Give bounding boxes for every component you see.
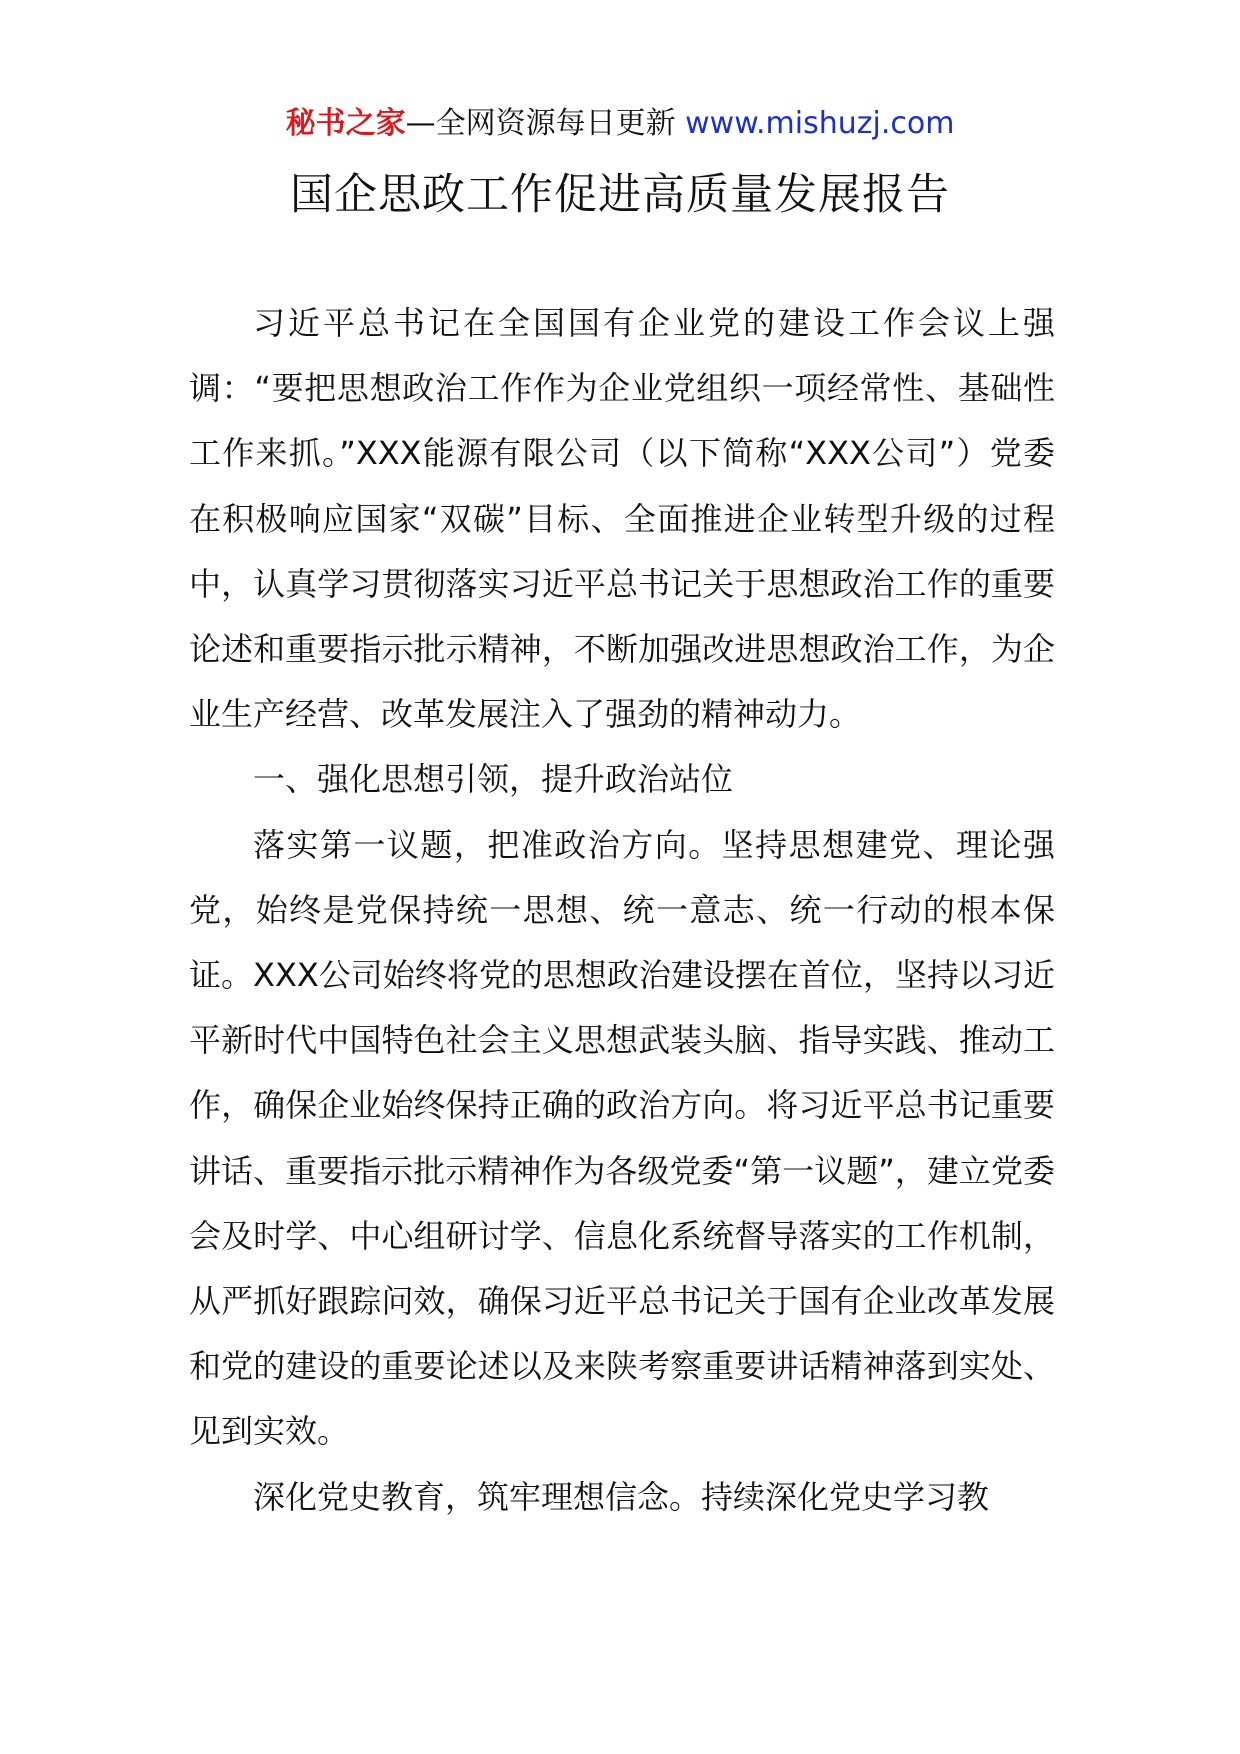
brand-name: 秘书之家 [285, 106, 406, 141]
header-slogan: —全网资源每日更新 [405, 106, 686, 141]
document-title: 国企思政工作促进高质量发展报告 [290, 170, 950, 220]
intro-paragraph: 习近平总书记在全国国有企业党的建设工作会议上强调：“要把思想政治工作作为企业党组织一项经常性、基础性工作来抓。”XXX能源有限公司（以下简称“XXX公司”）党委在积极响应国家“双碳”目标、全面推进企业转型升级的过程中，认真学习贯彻落实习近平总书记关于思想政治工作的重要论述和重要指示批示精神，不断加强改进思想政治工作，为企业生产经营、改革发展注入了强劲的精神动力。 [189, 304, 1055, 734]
section-heading: 一、强化思想引领，提升政治站位 [253, 760, 734, 799]
document-body [189, 291, 1055, 1530]
site-url[interactable]: www.mishuzj.com [685, 106, 955, 141]
body-paragraph: 落实第一议题，把准政治方向。坚持思想建党、理论强党，始终是党保持统一思想、统一意志、统一行动的根本保证。XXX公司始终将党的思想政治建设摆在首位，坚持以习近平新时代中国特色社会主义思想武装头脑、指导实践、推动工作，确保企业始终保持正确的政治方向。将习近平总书记重要讲话、重要指示批示精神作为各级党委“第一议题”，建立党委会及时学、中心组研讨学、信息化系统督导落实的工作机制，从严抓好跟踪问效，确保习近平总书记关于国有企业改革发展和党的建设的重要论述以及来陕考察重要讲话精神落到实处、见到实效。 [189, 825, 1055, 1451]
body-paragraph: 深化党史教育，筑牢理想信念。持续深化党史学习教 [253, 1477, 990, 1516]
site-header [0, 102, 1240, 146]
